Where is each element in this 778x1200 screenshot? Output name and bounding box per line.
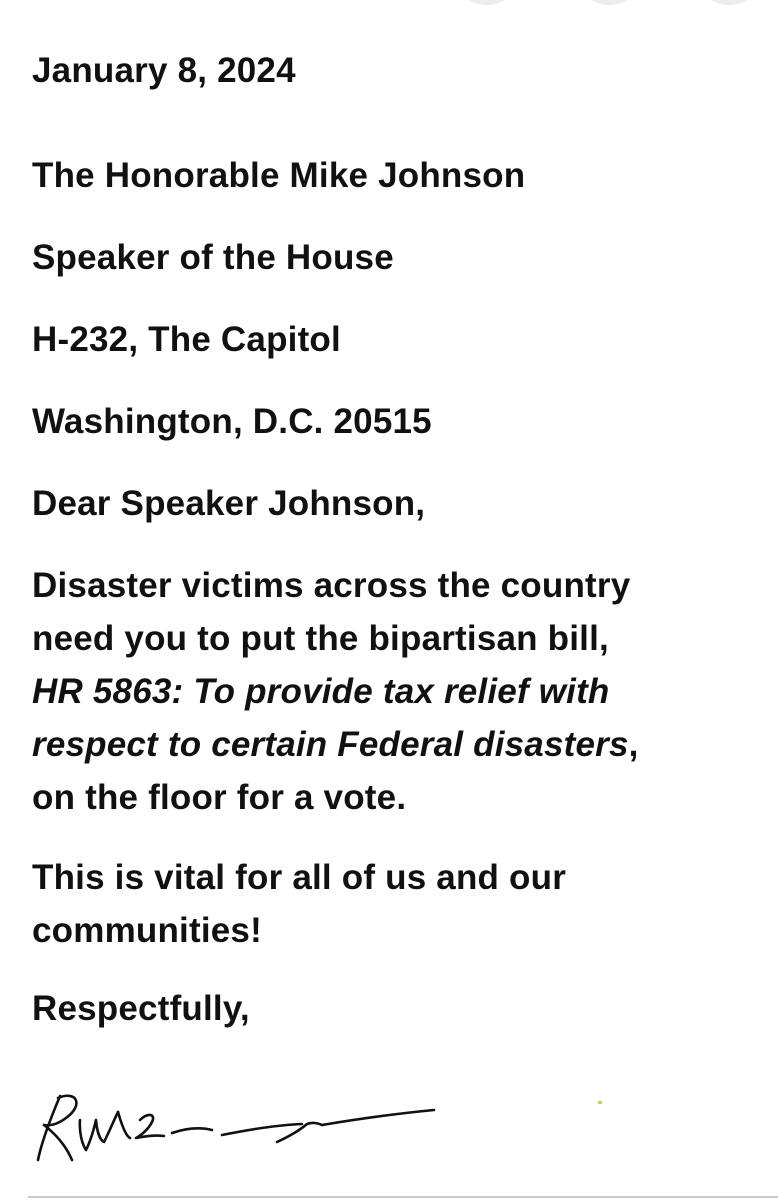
toolbar-button-1[interactable] [452,0,522,5]
signature-image [22,1080,452,1175]
recipient-name: The Honorable Mike Johnson [32,156,526,195]
top-toolbar [0,0,778,10]
toolbar-button-2[interactable] [574,0,644,5]
paragraph-emphasis [32,851,757,957]
bill-title-text: respect to certain Federal disasters [32,725,629,764]
paragraph-line: on the floor for a vote. [32,778,407,817]
paragraph-request [32,559,757,824]
letter-date: January 8, 2024 [32,51,296,90]
closing: Respectfully, [32,989,250,1028]
bill-title-line [32,718,757,771]
paragraph-line: Disaster victims across the country [32,566,631,605]
toolbar-button-3[interactable] [694,0,764,5]
recipient-title: Speaker of the House [32,238,394,277]
paragraph-line: communities! [32,911,262,950]
paragraph-line: need you to put the bipartisan bill, [32,619,609,658]
bill-title-text: HR 5863: To provide tax relief with [32,672,610,711]
recipient-city: Washington, D.C. 20515 [32,402,432,441]
recipient-office: H-232, The Capitol [32,320,341,359]
salutation: Dear Speaker Johnson, [32,484,426,523]
speck-mark [598,1101,602,1104]
letter-body [32,46,757,1034]
comma: , [628,725,639,764]
bill-title-line [32,665,757,718]
paragraph-line: This is vital for all of us and our [32,858,567,897]
bottom-divider [28,1196,778,1198]
